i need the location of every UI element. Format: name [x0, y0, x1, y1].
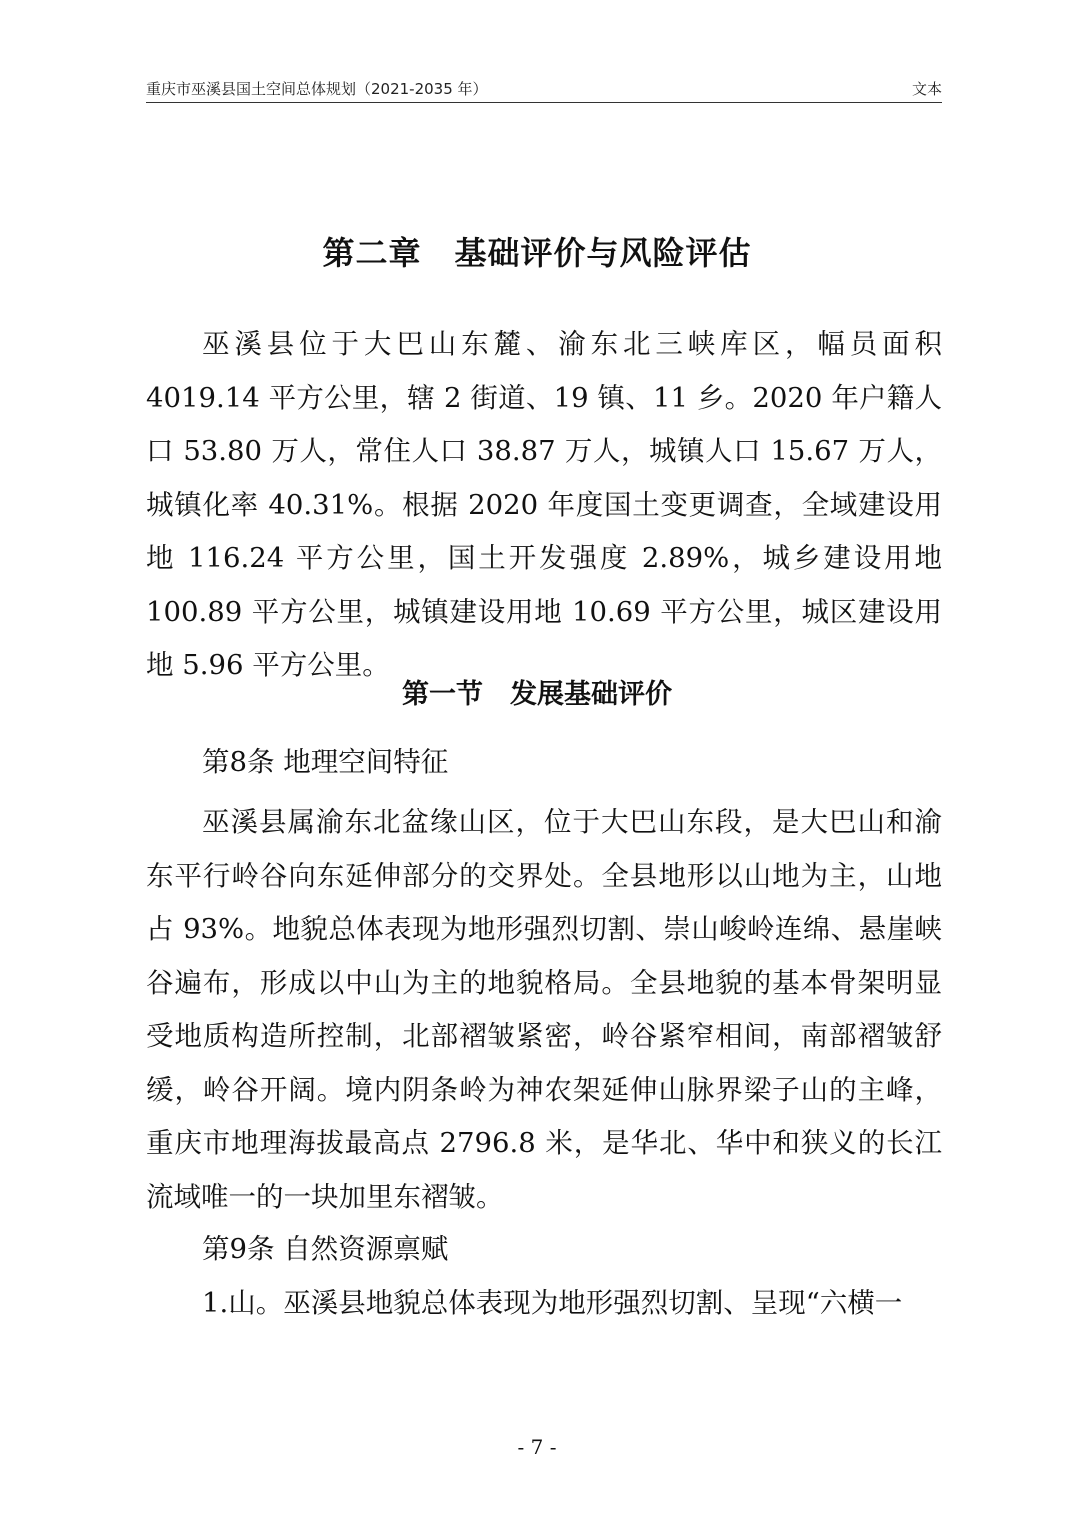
chapter-intro-paragraph: 巫溪县位于大巴山东麓、渝东北三峡库区，幅员面积 4019.14 平方公里，辖 2 街道、19 镇、11 乡。2020 年户籍人口 53.80 万人，常住人口 38.87 万人，城镇人口 15.67 万人，城镇化率 40.31%。根据 2020 年度国土变更调查，全域建设用地 116.24 平方公里，国土开发强度 2.89%，城乡建设用地 100.89 平方公里，城镇建设用地 10.69 平方公里，城区建设用地 5.96 平方公里。 [146, 328, 942, 681]
article-9-item-mountain: 1.山。巫溪县地貌总体表现为地形强烈切割、呈现“六横一 [202, 1287, 903, 1319]
header-document-title: 重庆市巫溪县国土空间总体规划（2021-2035 年） [146, 80, 488, 98]
article-9-heading: 第9条 自然资源禀赋 [202, 1233, 449, 1265]
article-8-heading: 第8条 地理空间特征 [202, 746, 449, 778]
section-title: 第一节 发展基础评价 [402, 679, 672, 710]
header-document-type: 文本 [911, 80, 942, 98]
page-header [146, 76, 942, 103]
article-8-paragraph: 巫溪县属渝东北盆缘山区，位于大巴山东段，是大巴山和渝东平行岭谷向东延伸部分的交界处。全县地形以山地为主，山地占 93%。地貌总体表现为地形强烈切割、崇山峻岭连绵、悬崖峡谷遍布，形成以中山为主的地貌格局。全县地貌的基本骨架明显受地质构造所控制，北部褶皱紧密，岭谷紧窄相间，南部褶皱舒缓，岭谷开阔。境内阴条岭为神农架延伸山脉界梁子山的主峰，重庆市地理海拔最高点 2796.8 米，是华北、华中和狭义的长江流域唯一的一块加里东褶皱。 [146, 806, 942, 1213]
page-number: - 7 - [517, 1435, 557, 1459]
chapter-title: 第二章 基础评价与风险评估 [322, 234, 752, 272]
